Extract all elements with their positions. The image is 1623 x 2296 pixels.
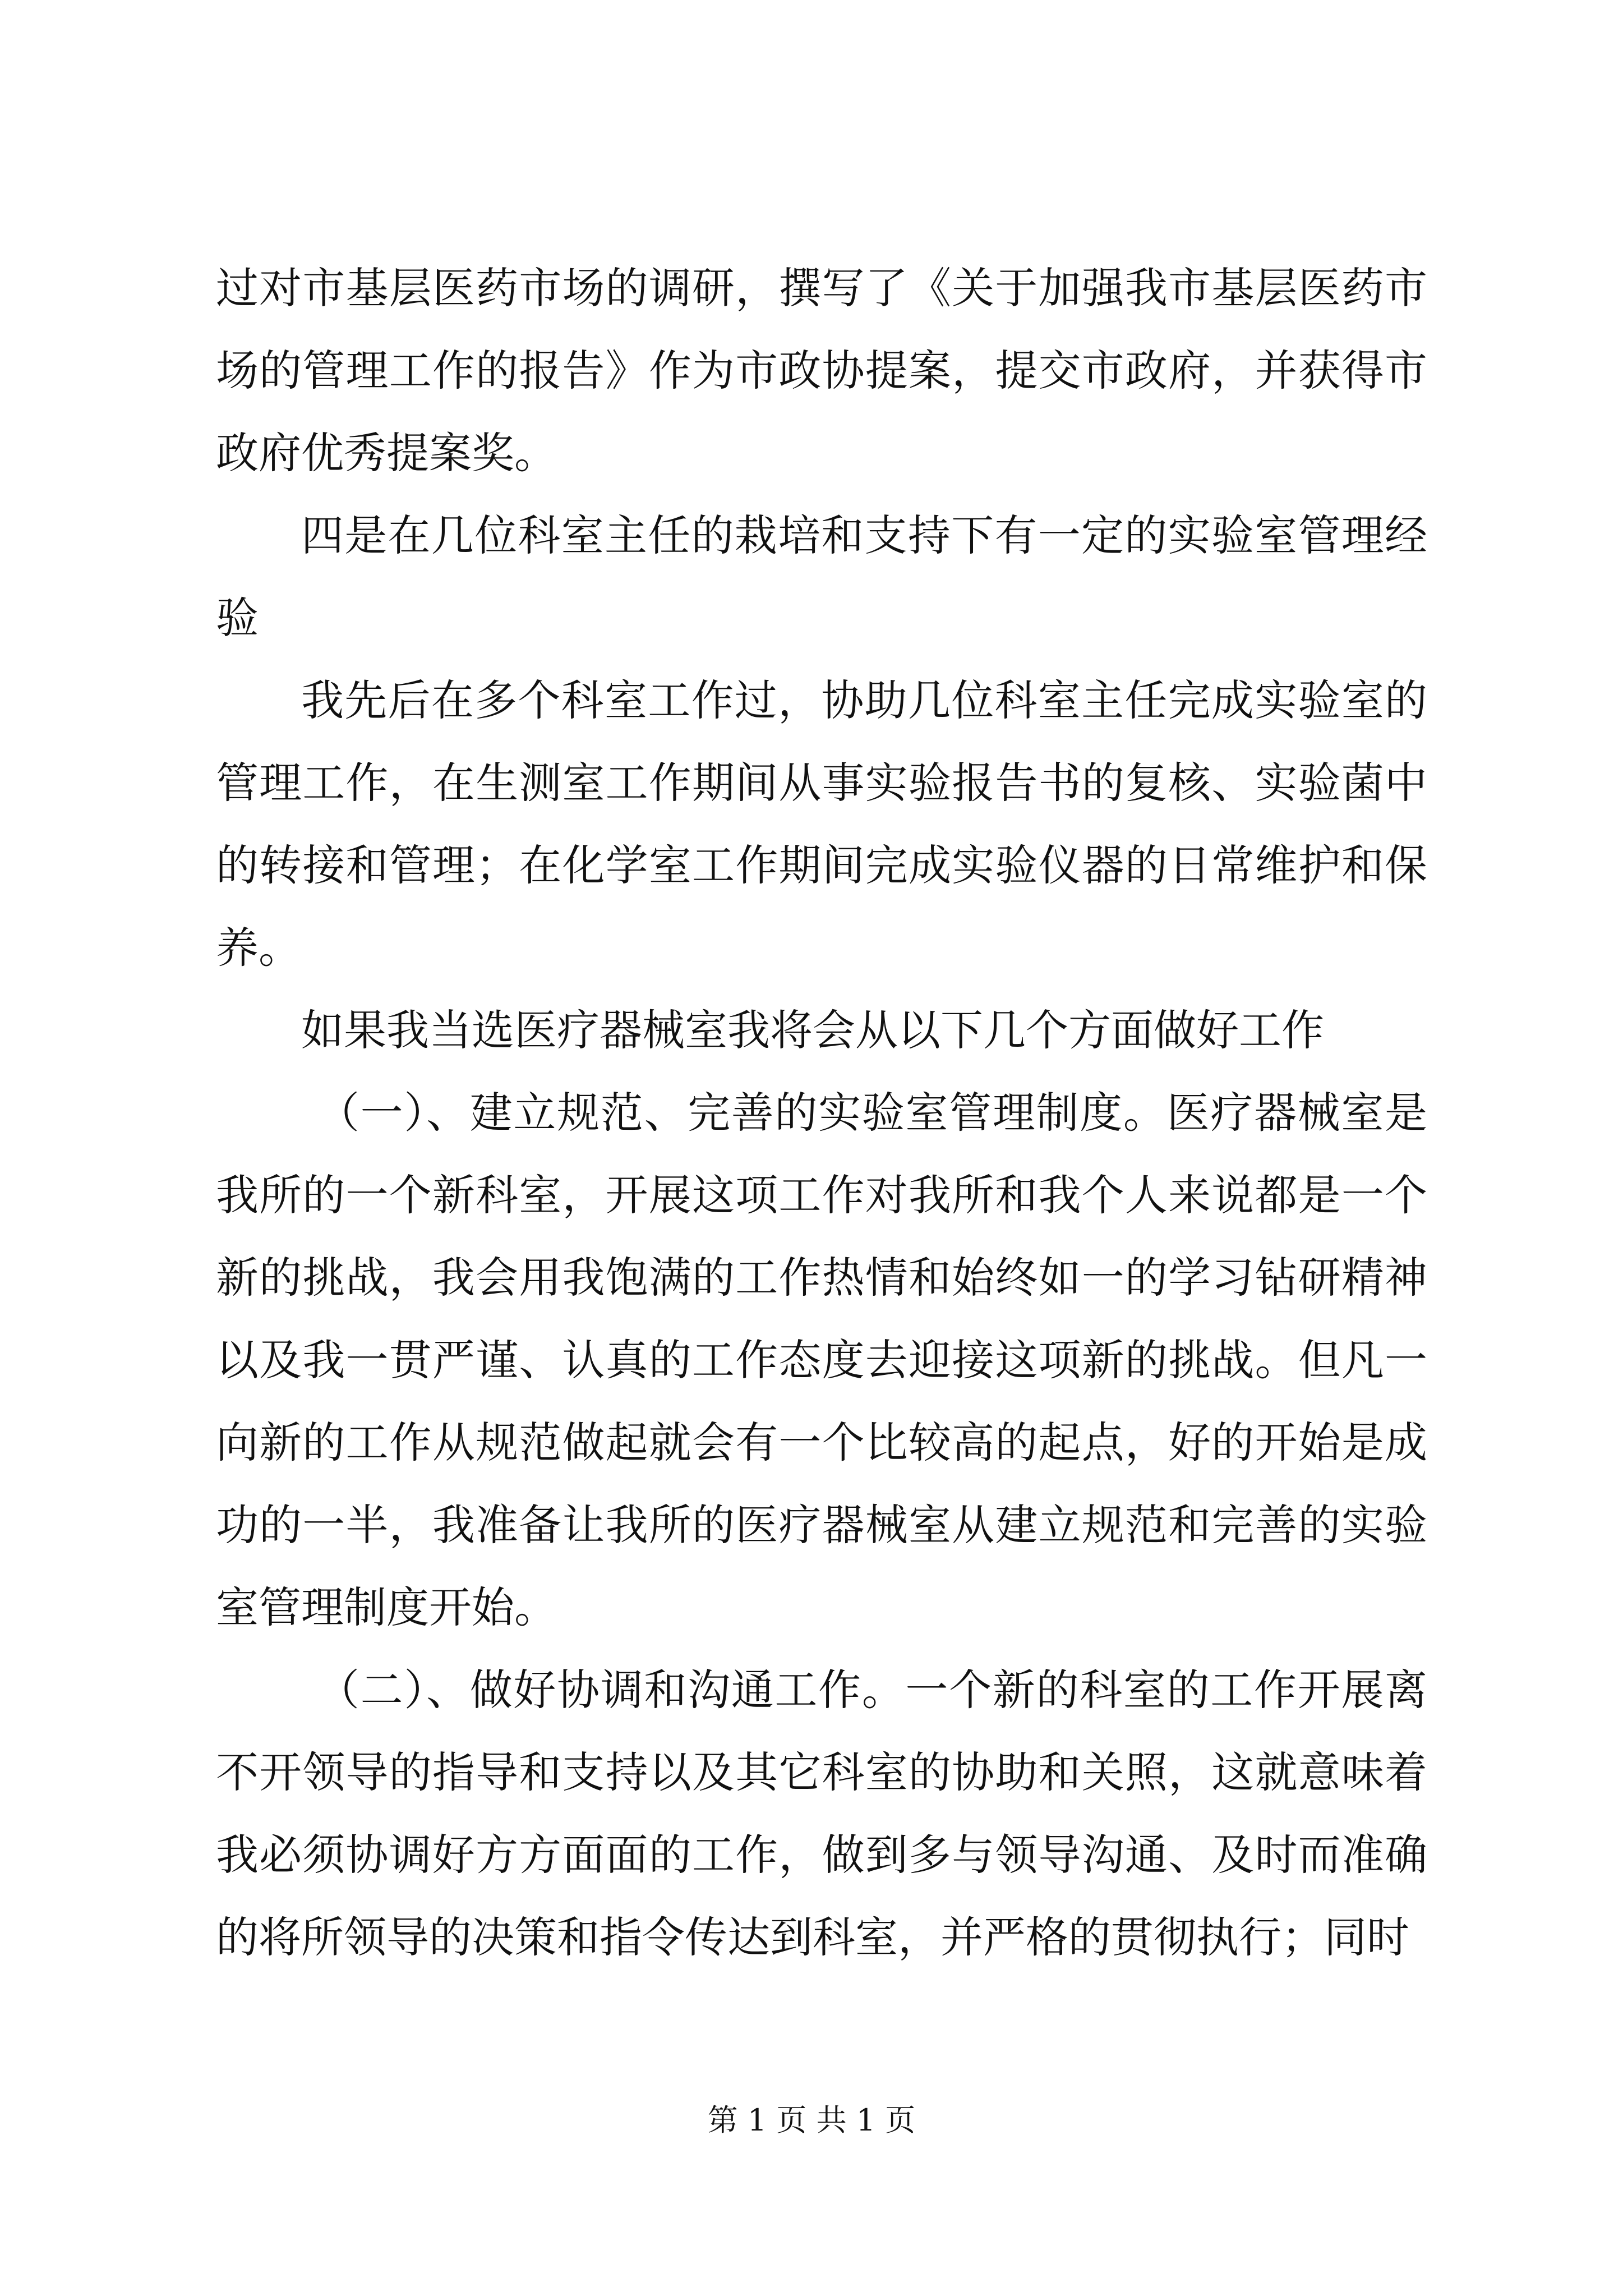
paragraph-item-two: （二）、做好协调和沟通工作。一个新的科室的工作开展离不开领导的指导和支持以及其它科室的协助和关照，这就意味着我必须协调好方方面面的工作，做到多与领导沟通、及时而准确的将所领导的决策和指令传达到科室，并严格的贯彻执行；同时 <box>216 1665 1427 1962</box>
paragraph-experience: 我先后在多个科室工作过，协助几位科室主任完成实验室的管理工作，在生测室工作期间从事实验报告书的复核、实验菌中的转接和管理；在化学室工作期间完成实验仪器的日常维护和保养。 <box>216 675 1427 973</box>
paragraph-continuation: 过对市基层医药市场的调研，撰写了《关于加强我市基层医药市场的管理工作的报告》作为市政协提案，提交市政府，并获得市政府优秀提案奖。 <box>216 263 1427 478</box>
paragraph-item-one: （一）、建立规范、完善的实验室管理制度。医疗器械室是我所的一个新科室，开展这项工作对我所和我个人来说都是一个新的挑战，我会用我饱满的工作热情和始终如一的学习钻研精神以及我一贯严谨、认真的工作态度去迎接这项新的挑战。但凡一向新的工作从规范做起就会有一个比较高的起点，好的开始是成功的一半，我准备让我所的医疗器械室从建立规范和完善的实验室管理制度开始。 <box>216 1088 1427 1632</box>
paragraph-if-elected: 如果我当选医疗器械室我将会从以下几个方面做好工作 <box>301 1005 1324 1055</box>
document-body <box>216 247 1427 1978</box>
page-footer: 第 1 页 共 1 页 <box>707 2102 916 2138</box>
paragraph-heading-four: 四是在几位科室主任的栽培和支持下有一定的实验室管理经验 <box>216 510 1427 643</box>
